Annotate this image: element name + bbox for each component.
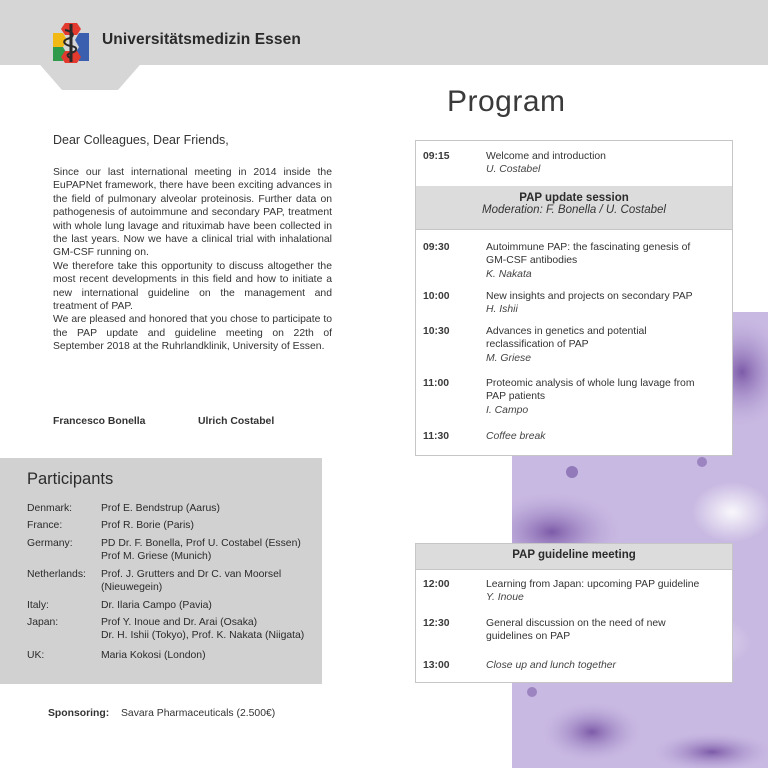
university-logo-icon [50, 20, 92, 64]
session-title: PAP update session [519, 192, 629, 204]
program-time: 11:00 [423, 378, 450, 389]
letter-paragraph: We are pleased and honored that you chose to participate to the PAP update and guideline meeting on 22th of September 2018 at the Ruhrlandklinik, University of Essen. [53, 314, 332, 353]
participant-name: Prof R. Borie (Paris) [101, 520, 194, 531]
participant-country: Italy: [27, 600, 49, 611]
participant-name: (Nieuwegein) [101, 582, 163, 594]
session-title: PAP guideline meeting [512, 549, 636, 561]
participant-country: Denmark: [27, 503, 73, 514]
participants-panel [0, 458, 322, 684]
program-time: 12:00 [423, 579, 450, 590]
program-talk-title: General discussion on the need of new [486, 618, 666, 629]
participant-name: Dr. Ilaria Campo (Pavia) [101, 600, 212, 611]
session-moderation: Moderation: F. Bonella / U. Costabel [482, 204, 666, 216]
program-time: 10:00 [423, 291, 450, 302]
program-closing: Close up and lunch together [486, 660, 616, 671]
participant-name: PD Dr. F. Bonella, Prof U. Costabel (Essen) [101, 538, 301, 549]
program-time: 11:30 [423, 431, 450, 442]
sponsoring-label: Sponsoring: [48, 708, 110, 719]
session-header [416, 186, 732, 229]
participant-name: Maria Kokosi (London) [101, 650, 206, 661]
program-talk-title: Proteomic analysis of whole lung lavage from [486, 378, 695, 389]
program-talk-title: Advances in genetics and potential [486, 326, 647, 337]
program-time: 09:30 [423, 242, 450, 253]
program-talk-title: PAP patients [486, 391, 546, 403]
program-talk-title: New insights and projects on secondary PAP [486, 291, 693, 302]
program-time: 13:00 [423, 660, 450, 671]
letter-greeting: Dear Colleagues, Dear Friends, [53, 133, 229, 147]
program-schedule-box [415, 140, 733, 456]
program-time: 10:30 [423, 326, 450, 337]
session-divider [416, 229, 732, 230]
program-time: 12:30 [423, 618, 450, 629]
letter-body [53, 166, 332, 354]
participants-title: Participants [27, 470, 114, 488]
program-speaker: M. Griese [486, 352, 532, 364]
program-talk-title: GM-CSF antibodies [486, 255, 578, 267]
university-name: Universitätsmedizin Essen [102, 31, 301, 48]
program-speaker: U. Costabel [486, 164, 541, 176]
program-time: 09:15 [423, 151, 450, 162]
session-header [416, 544, 732, 569]
program-talk-title: reclassification of PAP [486, 339, 589, 351]
program-speaker: H. Ishii [486, 304, 518, 316]
sponsoring-value: Savara Pharmaceuticals (2.500€) [121, 708, 276, 719]
program-talk-title: guidelines on PAP [486, 631, 571, 643]
letter-paragraph: We therefore take this opportunity to discuss altogether the most recent developments in this field and how to initiate a new international guideline on the management and treatment of PAP. [53, 260, 332, 313]
participant-country: France: [27, 520, 63, 531]
program-speaker: Y. Inoue [486, 592, 524, 604]
letter-paragraph: Since our last international meeting in 2014 inside the EuPAPNet framework, there have been exciting advances in the field of pulmonary alveolar proteinosis. Further data on pathogenesis of autoimmune and secondary PAP, treatment with whole lung lavage and rituximab have been collected in the last years. Now we have a clinical trial with inhalational GM-CSF running on. [53, 167, 332, 259]
program-talk-title: Autoimmune PAP: the fascinating genesis of [486, 242, 691, 253]
program-speaker: K. Nakata [486, 268, 532, 280]
participant-name: Prof Y. Inoue and Dr. Arai (Osaka) [101, 617, 258, 628]
program-talk-title: Learning from Japan: upcoming PAP guideline [486, 579, 700, 590]
participant-country: Germany: [27, 538, 73, 549]
participant-country: Japan: [27, 617, 59, 628]
participant-country: UK: [27, 650, 45, 661]
program-talk-title: Welcome and introduction [486, 151, 606, 162]
participant-name: Prof. J. Grutters and Dr C. van Moorsel [101, 569, 282, 580]
signature-costabel: Ulrich Costabel [198, 416, 275, 427]
participant-name: Prof M. Griese (Munich) [101, 551, 212, 563]
signature-bonella: Francesco Bonella [53, 416, 146, 427]
participant-name: Prof E. Bendstrup (Aarus) [101, 503, 220, 514]
program-speaker: I. Campo [486, 404, 529, 416]
program-break: Coffee break [486, 431, 546, 442]
session-divider [416, 569, 732, 570]
guideline-meeting-box [415, 543, 733, 683]
program-title: Program [447, 85, 566, 118]
participant-country: Netherlands: [27, 569, 86, 580]
participant-name: Dr. H. Ishii (Tokyo), Prof. K. Nakata (Niigata) [101, 630, 305, 642]
